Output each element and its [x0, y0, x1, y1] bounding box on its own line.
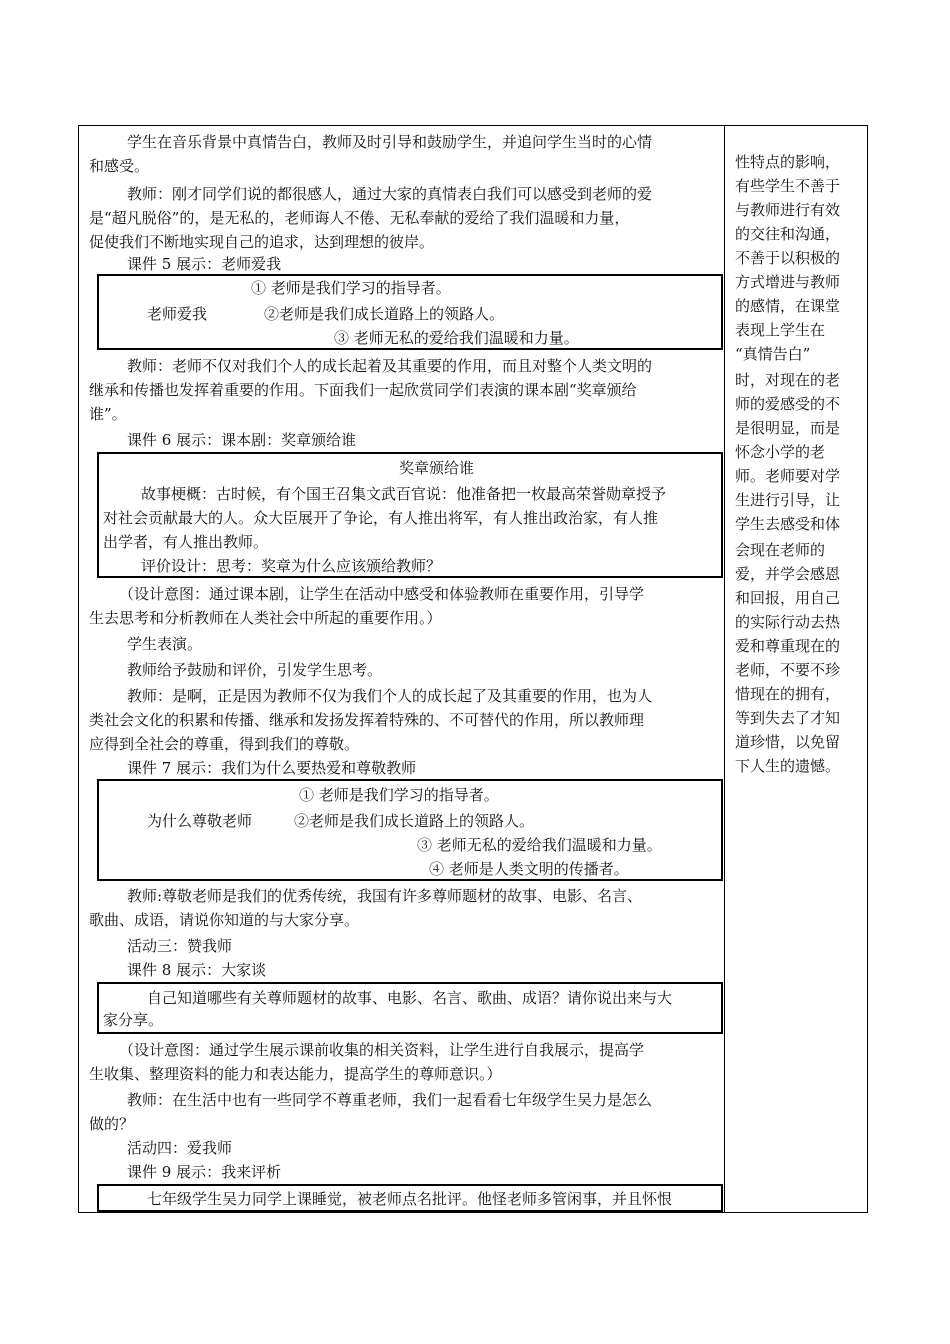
courseware-heading: 课件 9 展示：我来评析	[127, 1163, 282, 1181]
box-line: 家分享。	[103, 1011, 164, 1029]
box-item: ① 老师是我们学习的指导者。	[251, 279, 451, 297]
courseware-9-box	[97, 1184, 723, 1212]
side-note-line: 有些学生不善于	[735, 177, 841, 195]
paragraph-line: 和感受。	[89, 157, 150, 175]
design-intent: 生去思考和分析教师在人类社会中所起的重要作用。）	[89, 609, 442, 627]
box-title: 奖章颁给谁	[399, 459, 475, 477]
paragraph-line: 教师：在生活中也有一些同学不尊重老师，我们一起看看七年级学生吴力是怎么	[127, 1091, 653, 1109]
box-line: 出学者，有人推出教师。	[103, 533, 269, 551]
box-line: 自己知道哪些有关尊师题材的故事、电影、名言、歌曲、成语？请你说出来与大	[147, 989, 673, 1007]
box-item: ④ 老师是人类文明的传播者。	[429, 860, 629, 878]
paragraph-line: 歌曲、成语，请说你知道的与大家分享。	[89, 911, 360, 929]
side-note-line: 师。老师要对学	[735, 467, 841, 485]
box-line: 对社会贡献最大的人。众大臣展开了争论，有人推出将军，有人推出政治家，有人推	[103, 509, 659, 527]
side-note-line: 是很明显，而是	[735, 419, 841, 437]
side-column-notes	[725, 126, 867, 1212]
box-label: 为什么尊敬老师	[147, 812, 253, 830]
box-item: ③ 老师无私的爱给我们温暖和力量。	[334, 329, 579, 347]
side-note-line: 师的爱感受的不	[735, 395, 841, 413]
side-note-line: 学生去感受和体	[735, 515, 841, 533]
side-note-line: 的交往和沟通，	[735, 225, 841, 243]
side-note-line: 爱和尊重现在的	[735, 637, 841, 655]
activity-heading: 活动四：爱我师	[127, 1139, 233, 1157]
courseware-6-box	[97, 452, 723, 578]
paragraph-line: 继承和传播也发挥着重要的作用。下面我们一起欣赏同学们表演的课本剧“奖章颁给	[89, 381, 637, 399]
paragraph-line: 做的？	[89, 1115, 135, 1133]
box-line: 故事梗概：古时候，有个国王召集文武百官说：他准备把一枚最高荣誉勋章授予	[141, 485, 667, 503]
box-label: 老师爱我	[147, 305, 208, 323]
design-intent: 生收集、整理资料的能力和表达能力，提高学生的尊师意识。）	[89, 1065, 502, 1083]
courseware-heading: 课件 6 展示：课本剧：奖章颁给谁	[127, 431, 357, 449]
design-intent: （设计意图：通过学生展示课前收集的相关资料，让学生进行自我展示，提高学	[119, 1041, 645, 1059]
paragraph-line: 教师：刚才同学们说的都很感人，通过大家的真情表白我们可以感受到老师的爱	[127, 185, 653, 203]
courseware-heading: 课件 5 展示：老师爱我	[127, 255, 282, 273]
design-intent: （设计意图：通过课本剧，让学生在活动中感受和体验教师在重要作用，引导学	[119, 585, 645, 603]
side-note-line: 爱，并学会感恩	[735, 565, 841, 583]
side-note-line: 的感情，在课堂	[735, 297, 841, 315]
courseware-5-box	[97, 274, 723, 350]
box-item: ②老师是我们成长道路上的领路人。	[264, 305, 505, 323]
paragraph-line: 是“超凡脱俗”的，是无私的，老师诲人不倦、无私奉献的爱给了我们温暖和力量，	[89, 209, 630, 227]
side-note-line: 下人生的遗憾。	[735, 757, 841, 775]
courseware-heading: 课件 7 展示：我们为什么要热爱和尊敬教师	[127, 759, 417, 777]
side-note-line: 惜现在的拥有，	[735, 685, 841, 703]
side-note-line: 等到失去了才知	[735, 709, 841, 727]
activity-heading: 活动三：赞我师	[127, 937, 233, 955]
lesson-plan-table	[78, 125, 868, 1213]
side-note-line: 性特点的影响，	[735, 153, 841, 171]
box-item: ① 老师是我们学习的指导者。	[299, 786, 499, 804]
main-column	[79, 126, 724, 1212]
side-note-line: 时，对现在的老	[735, 371, 841, 389]
courseware-heading: 课件 8 展示：大家谈	[127, 961, 267, 979]
paragraph-line: 教师：是啊，正是因为教师不仅为我们个人的成长起了及其重要的作用，也为人	[127, 687, 653, 705]
side-note-line: “真情告白”	[735, 345, 811, 363]
side-note-line: 会现在老师的	[735, 541, 826, 559]
box-item: ②老师是我们成长道路上的领路人。	[294, 812, 535, 830]
side-note-line: 与教师进行有效	[735, 201, 841, 219]
courseware-8-box	[97, 982, 723, 1034]
paragraph-line: 学生表演。	[127, 635, 203, 653]
paragraph-line: 应得到全社会的尊重，得到我们的尊敬。	[89, 735, 360, 753]
side-note-line: 和回报，用自己	[735, 589, 841, 607]
side-note-line: 老师，不要不珍	[735, 661, 841, 679]
paragraph-line: 类社会文化的积累和传播、继承和发扬发挥着特殊的、不可替代的作用，所以教师理	[89, 711, 645, 729]
paragraph-line: 学生在音乐背景中真情告白，教师及时引导和鼓励学生，并追问学生当时的心情	[127, 133, 653, 151]
paragraph-line: 教师给予鼓励和评价，引发学生思考。	[127, 661, 383, 679]
side-note-line: 生进行引导，让	[735, 491, 841, 509]
box-line: 评价设计：思考：奖章为什么应该颁给教师？	[141, 557, 442, 575]
courseware-7-box	[97, 779, 723, 881]
side-note-line: 道珍惜，以免留	[735, 733, 841, 751]
side-note-line: 的实际行动去热	[735, 613, 841, 631]
side-note-line: 不善于以积极的	[735, 249, 841, 267]
box-item: ③ 老师无私的爱给我们温暖和力量。	[417, 836, 662, 854]
paragraph-line: 教师:尊敬老师是我们的优秀传统，我国有许多尊师题材的故事、电影、名言、	[127, 887, 643, 905]
paragraph-line: 谁”。	[89, 405, 127, 423]
box-line: 七年级学生吴力同学上课睡觉，被老师点名批评。他怪老师多管闲事，并且怀恨	[147, 1190, 673, 1208]
side-note-line: 方式增进与教师	[735, 273, 841, 291]
paragraph-line: 促使我们不断地实现自己的追求，达到理想的彼岸。	[89, 233, 435, 251]
side-note-line: 表现上学生在	[735, 321, 826, 339]
paragraph-line: 教师：老师不仅对我们个人的成长起着及其重要的作用，而且对整个人类文明的	[127, 357, 653, 375]
side-note-line: 怀念小学的老	[735, 443, 826, 461]
